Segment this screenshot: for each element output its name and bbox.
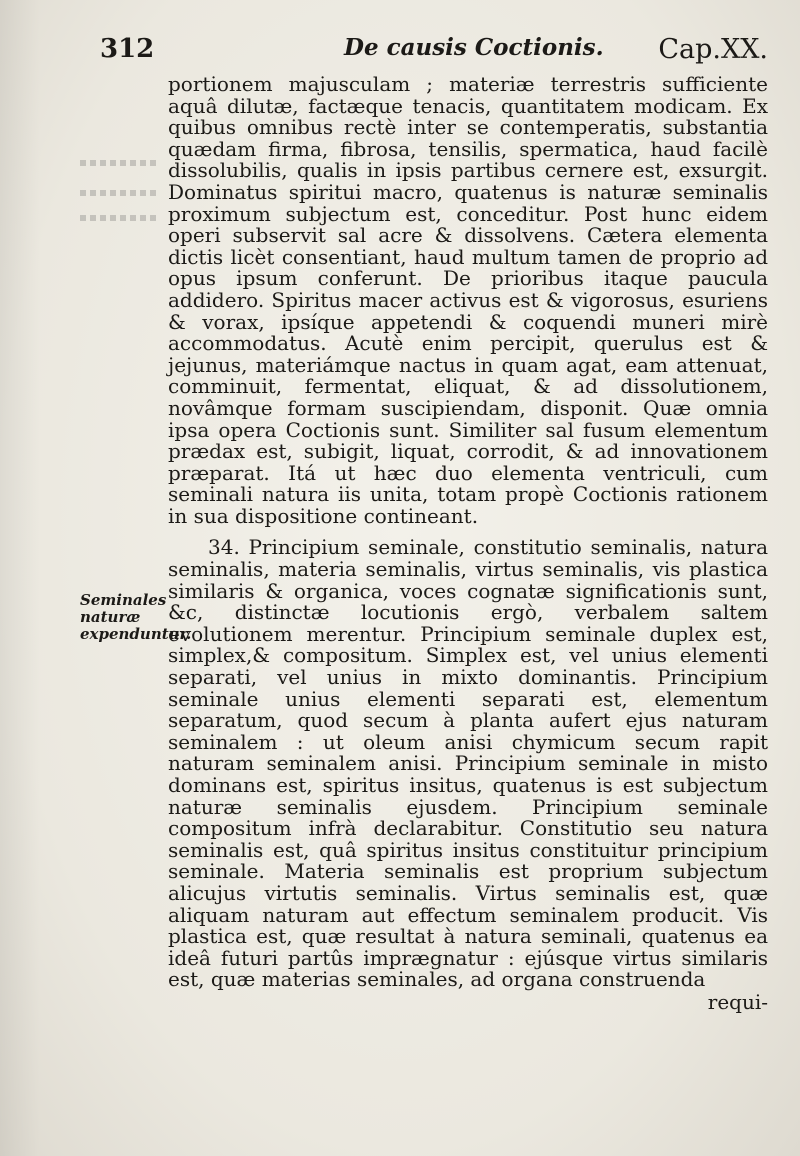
page-number: 312 (100, 34, 155, 64)
gutter-shadow (0, 0, 40, 1156)
bleed-through-mark (80, 190, 160, 196)
paragraph-section-34: 34. Principium seminale, constitutio seminalis, natura seminalis, materia seminalis, virtus seminalis, vis plastica similaris & organica, voces cognatæ significationis sunt, &c, distinctæ locutionis ergò, verbalem saltem evolutionem merentur. Principium seminale duplex est, simplex,& compositum. Simplex est, vel unius elementi separati, vel unius in mixto dominantis. Principium seminale unius elementi separati est, elementum separatum, quod secum à planta aufert ejus naturam seminalem : ut oleum anisi chymicum secum rapit naturam seminalem anisi. Principium seminale in misto dominans est, spiritus insitus, quatenus is est subjectum naturæ seminalis ejusdem. Principium seminale compositum infrà declarabitur. Constitutio seu natura seminalis est, quâ spiritus insitus constituitur principium seminale. Materia seminalis est proprium subjectum alicujus virtutis seminalis. Virtus seminalis est, quæ aliquam naturam aut effectum seminalem producit. Vis plastica est, quæ resultat à natura seminali, quatenus ea ideâ futuri partûs imprægnatur : ejúsque virtus similaris est, quæ materias seminales, ad organa construenda (168, 535, 768, 992)
body-text (168, 74, 768, 1013)
marginal-note: Seminales naturæ expenduntur. (80, 591, 192, 643)
paragraph-continuation: portionem majusculam ; materiæ terrestris sufficiente aquâ dilutæ, factæque tenacis, quantitatem modicam. Ex quibus omnibus rectè inter se contemperatis, substantia quædam firma, fibrosa, tensilis, spermatica, haud facilè dissolubilis, qualis in ipsis partibus cernere est, exsurgit. Dominatus spiritui macro, quatenus is naturæ seminalis proximum subjectum est, conceditur. Post hunc eidem operi subservit sal acre & dissolvens. Cætera elementa dictis licèt consentiant, haud multum tamen de proprio ad opus ipsum conferunt. De prioribus itaque paucula addidero. Spiritus macer activus est & vigorosus, esuriens & vorax, ipsíque appetendi & coquendi muneri mirè accommodatus. Acutè enim percipit, querulus est & jejunus, materiámque nactus in quam agat, eam attenuat, comminuit, fermentat, eliquat, & ad dissolutionem, novâmque formam suscipiendam, disponit. Quæ omnia ipsa opera Coctionis sunt. Similiter sal fusum elementum prædax est, subigit, liquat, corrodit, & ad innovationem præparat. Itá ut hæc duo elementa ventriculi, cum seminali natura iis unita, totam propè Coctionis rationem in sua dispositione contineant. (168, 72, 768, 528)
running-title: De causis Coctionis. (344, 34, 604, 61)
bleed-through-mark (80, 160, 160, 166)
page-header (100, 34, 768, 72)
bleed-through-mark (80, 215, 160, 221)
chapter-label: Cap.XX. (658, 34, 768, 65)
catchword: requi- (707, 989, 768, 1014)
